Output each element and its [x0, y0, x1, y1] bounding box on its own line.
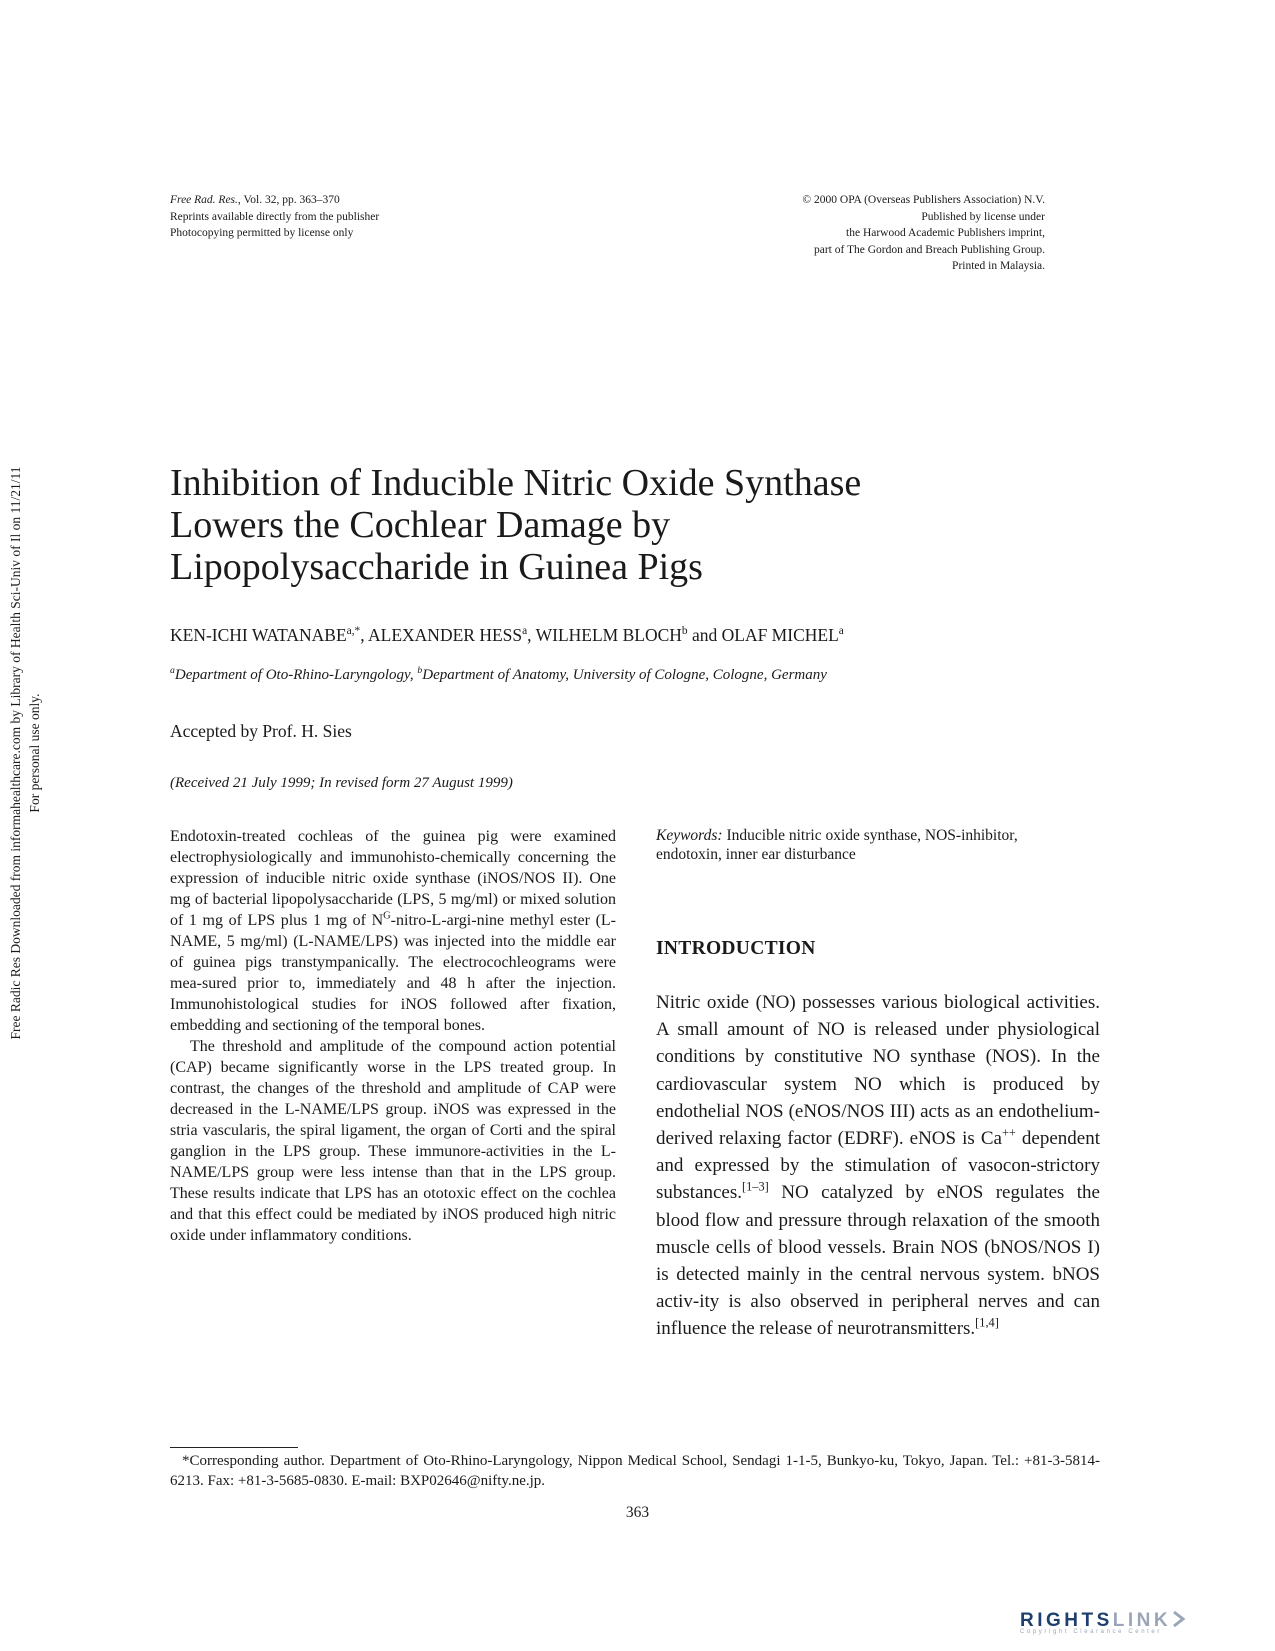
affiliations	[170, 667, 827, 684]
intro-sup-1: ++	[1001, 1125, 1016, 1140]
introduction-body	[656, 989, 1100, 1343]
author-1-sup: a,*	[346, 625, 361, 638]
introduction-heading: INTRODUCTION	[656, 938, 816, 959]
rightslink-part2: LINK	[1112, 1610, 1172, 1631]
keywords-label: Keywords:	[656, 827, 723, 844]
photocopy-note: Photocopying permitted by license only	[170, 227, 354, 239]
author-1: KEN-ICHI WATANABE	[170, 625, 347, 645]
volume-pages: , Vol. 32, pp. 363–370	[237, 194, 340, 206]
license-line: Published by license under	[921, 210, 1045, 223]
introduction-paragraph	[656, 989, 1100, 1343]
title-line-1: Inhibition of Inducible Nitric Oxide Synthase	[170, 462, 862, 504]
author-2: , ALEXANDER HESS	[360, 625, 523, 645]
accepted-by: Accepted by Prof. H. Sies	[170, 721, 352, 741]
article-title	[170, 462, 1070, 588]
abstract-p1-part-b: -nitro-L-argi-nine methyl ester (L-NAME, 5 mg/ml) (L-NAME/LPS) was injected into the middle ear of guinea pigs transtympanically. The electrocochleograms were mea-sured prior to, immediately and 48 h after the injection. Immunohistological studies for iNOS followed after fixation, embedding and sectioning of the temporal bones.	[170, 912, 617, 1034]
group-line: part of The Gordon and Breach Publishing Group.	[813, 243, 1045, 256]
abstract	[170, 826, 616, 1246]
footnote-rule	[170, 1447, 298, 1448]
printed-line: Printed in Malaysia.	[952, 260, 1045, 272]
download-watermark	[6, 323, 48, 1183]
reprints-note: Reprints available directly from the publisher	[170, 210, 380, 223]
copyright-line: © 2000 OPA (Overseas Publishers Association) N.V.	[802, 194, 1045, 206]
abstract-p1-sup: G	[383, 910, 391, 922]
affil-dept-a: Department of Oto-Rhino-Laryngology,	[174, 667, 418, 683]
imprint-line: the Harwood Academic Publishers imprint,	[846, 227, 1045, 239]
page-number: 363	[625, 1504, 650, 1521]
corresponding-author-footnote: *Corresponding author. Department of Oto-Rhino-Laryngology, Nippon Medical School, Sendagi 1-1-5, Bunkyo-ku, Tokyo, Japan. Tel.: +81-3-5814-6213. Fax: +81-3-5685-0830. E-mail: BXP02646@nifty.ne.jp.	[170, 1453, 1100, 1489]
keywords-text: Inducible nitric oxide synthase, NOS-inhibitor, endotoxin, inner ear disturbance	[656, 827, 1018, 863]
intro-text-3: NO catalyzed by eNOS regulates the blood flow and pressure through relaxation of the smooth muscle cells of blood vessels. Brain NOS (bNOS/NOS I) is detected mainly in the central nervous system. bNOS activ-ity is also observed in peripheral nerves and can influence the release of neurotransmitters.	[656, 1182, 1100, 1340]
author-4-sup: a	[838, 625, 844, 638]
download-watermark-line2: For personal use only.	[27, 693, 42, 813]
affil-dept-b: Department of Anatomy, University of Cologne, Cologne, Germany	[422, 667, 827, 683]
intro-text-2: dependent and expressed by the stimulation of vasocon-strictory substances.	[656, 1128, 1101, 1204]
rightslink-part1: RIGHTS	[1020, 1610, 1113, 1631]
running-header-right	[802, 192, 1045, 275]
running-header-left	[170, 192, 379, 242]
author-2-sup: a	[522, 625, 528, 638]
author-3: , WILHELM BLOCH	[527, 625, 682, 645]
intro-citation-1: [1–3]	[742, 1180, 769, 1195]
author-3-sup: b	[681, 625, 688, 638]
author-list	[170, 625, 844, 646]
download-watermark-line1: Free Radic Res Downloaded from informahealthcare.com by Library of Health Sci-Univ of Il on 11/21/11	[8, 466, 23, 1040]
title-line-2: Lowers the Cochlear Damage by	[170, 504, 671, 546]
rightslink-logo[interactable]	[1020, 1610, 1250, 1640]
abstract-paragraph-1	[170, 826, 616, 1036]
received-dates: (Received 21 July 1999; In revised form 27 August 1999)	[170, 775, 513, 791]
abstract-p1-part-a: Endotoxin-treated cochleas of the guinea pig were examined electrophysiologically and immunohisto-chemically concerning the expression of inducible nitric oxide synthase (iNOS/NOS II). One mg of bacterial lipopolysaccharide (LPS, 5 mg/ml) or mixed solution of 1 mg of LPS plus 1 mg of N	[170, 828, 616, 929]
keywords	[656, 826, 1086, 864]
rightslink-subtitle: Copyright Clearance Center	[1020, 1629, 1162, 1635]
intro-citation-2: [1,4]	[975, 1316, 999, 1331]
intro-text-1: Nitric oxide (NO) possesses various biological activities. A small amount of NO is released under physiological conditions by constitutive NO synthase (NOS). In the cardiovascular system NO which is produced by endothelial NOS (eNOS/NOS III) acts as an endothelium-derived relaxing factor (EDRF). eNOS is Ca	[656, 992, 1100, 1150]
rightslink-chevron-icon	[1171, 1610, 1187, 1628]
title-line-3: Lipopolysaccharide in Guinea Pigs	[170, 546, 703, 588]
journal-abbrev: Free Rad. Res.	[170, 194, 238, 206]
affil-sup-b: b	[417, 665, 423, 676]
author-4: and OLAF MICHEL	[687, 625, 839, 645]
abstract-paragraph-2: The threshold and amplitude of the compound action potential (CAP) became significantly worse in the LPS treated group. In contrast, the changes of the threshold and amplitude of CAP were decreased in the L-NAME/LPS group. iNOS was expressed in the stria vascularis, the spiral ligament, the organ of Corti and the spiral ganglion in the LPS group. These immunore-activities in the L-NAME/LPS group were less intense than that in the LPS group. These results indicate that LPS has an ototoxic effect on the cochlea and that this effect could be mediated by iNOS produced high nitric oxide under inflammatory conditions.	[170, 1038, 616, 1244]
affil-sup-a: a	[170, 665, 175, 676]
